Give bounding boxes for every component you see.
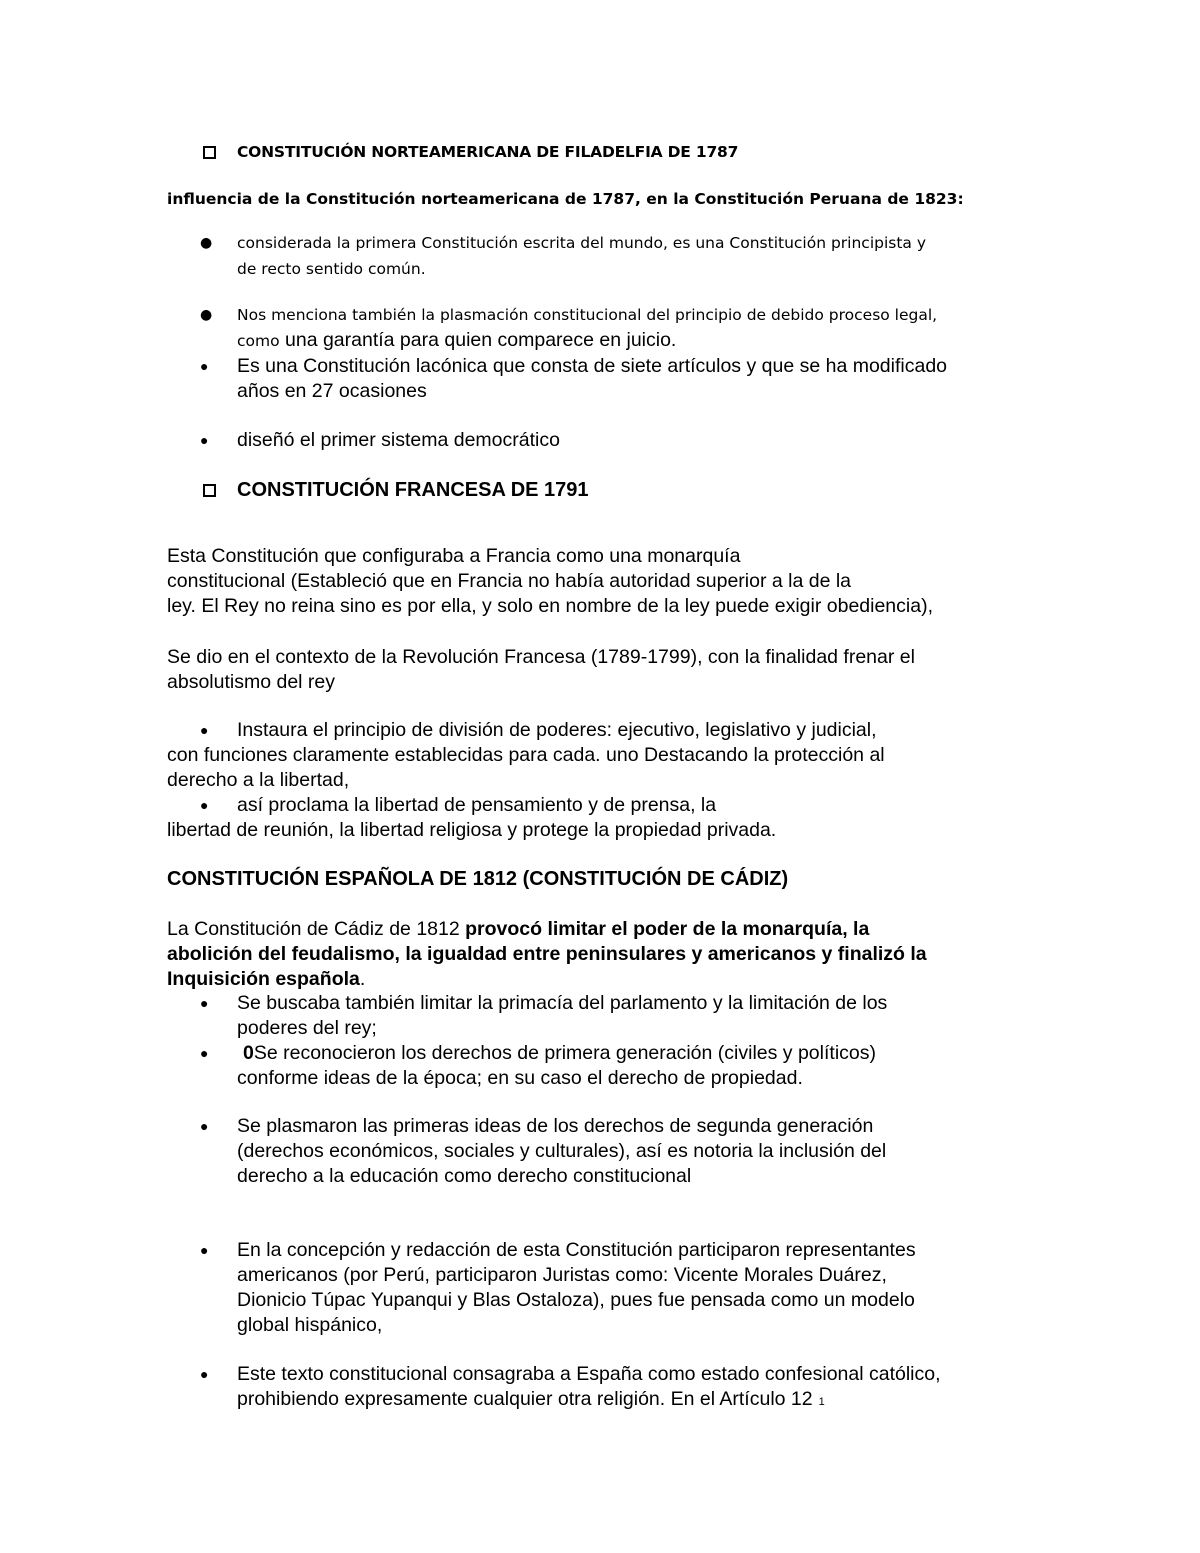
footnote-marker: 1: [818, 1396, 825, 1408]
bullet-icon: ●: [200, 1242, 209, 1258]
list-item: ● Se plasmaron las primeras ideas de los derechos de segunda generación (derechos económicos, sociales y culturales), así es notoria la inclusión del derecho a la educación como derecho constitucional: [167, 1114, 1047, 1189]
bullet-icon: ●: [200, 797, 209, 813]
list-item: ● así proclama la libertad de pensamiento y de prensa, la libertad de reunión, la libertad religiosa y protege la propiedad privada.: [167, 794, 777, 841]
section-heading-1812: CONSTITUCIÓN ESPAÑOLA DE 1812 (CONSTITUCIÓN DE CÁDIZ): [167, 868, 789, 890]
heading-text: CONSTITUCIÓN NORTEAMERICANA DE FILADELFIA DE 1787: [237, 143, 739, 161]
section-heading-1791: [203, 479, 589, 502]
list-item: ● Es una Constitución lacónica que consta de siete artículos y que se ha modificado años en 27 ocasiones: [167, 354, 1047, 404]
heading-text: CONSTITUCIÓN FRANCESA DE 1791: [237, 479, 589, 501]
list-item: ● Nos menciona también la plasmación constitucional del principio de debido proceso legal, como una garantía para quien comparece en juicio.: [167, 302, 1047, 354]
list-item: ● Este texto constitucional consagraba a España como estado confesional católico, prohibiendo expresamente cualquier otra religión. En el Artículo 12 1: [167, 1362, 1047, 1415]
section2-paragraph-1: Esta Constitución que configuraba a Francia como una monarquía constitucional (Estableció que en Francia no había autoridad superior a la de la ley. El Rey no reina sino es por ella, y solo en nombre de la ley puede exigir obediencia),: [167, 545, 933, 617]
section2-paragraph-2: Se dio en el contexto de la Revolución Francesa (1789-1799), con la finalidad frenar el absolutismo del rey: [167, 646, 915, 693]
list-item: ● diseñó el primer sistema democrático: [167, 428, 1047, 453]
bullet-icon: ●: [200, 1045, 209, 1061]
checkbox-bullet-icon: [203, 146, 216, 159]
section-heading-1787: [203, 143, 738, 161]
bullet-icon: ●: [200, 1118, 209, 1134]
list-item: ● considerada la primera Constitución escrita del mundo, es una Constitución principista y de recto sentido común.: [167, 230, 1047, 282]
checkbox-bullet-icon: [203, 484, 216, 497]
bullet-icon: ●: [200, 995, 209, 1011]
list-item: ● Se buscaba también limitar la primacía del parlamento y la limitación de los poderes del rey;: [167, 991, 1047, 1041]
section1-intro: influencia de la Constitución norteamericana de 1787, en la Constitución Peruana de 1823:: [167, 190, 964, 208]
list-item: ● En la concepción y redacción de esta Constitución participaron representantes americanos (por Perú, participaron Juristas como: Vicente Morales Duárez, Dionicio Túpac Yupanqui y Blas Ostaloza), pues fue pensada como un modelo global hispánico,: [167, 1238, 1047, 1338]
bullet-icon: ●: [200, 722, 209, 738]
bullet-icon: ●: [200, 235, 213, 251]
bullet-icon: ●: [200, 1366, 209, 1382]
bullet-icon: ●: [200, 358, 209, 374]
bullet-icon: ●: [200, 432, 209, 448]
section3-intro: La Constitución de Cádiz de 1812 provocó limitar el poder de la monarquía, la abolición del feudalismo, la igualdad entre peninsulares y americanos y finalizó la Inquisición española.: [167, 918, 927, 990]
list-item: ● Instaura el principio de división de poderes: ejecutivo, legislativo y judicial, con funciones claramente establecidas para cada. uno Destacando la protección al derecho a la libertad,: [167, 719, 885, 791]
bullet-icon: ●: [200, 307, 213, 323]
list-item: ● 0 Se reconocieron los derechos de primera generación (civiles y políticos) conforme ideas de la época; en su caso el derecho de propiedad.: [167, 1041, 1047, 1091]
